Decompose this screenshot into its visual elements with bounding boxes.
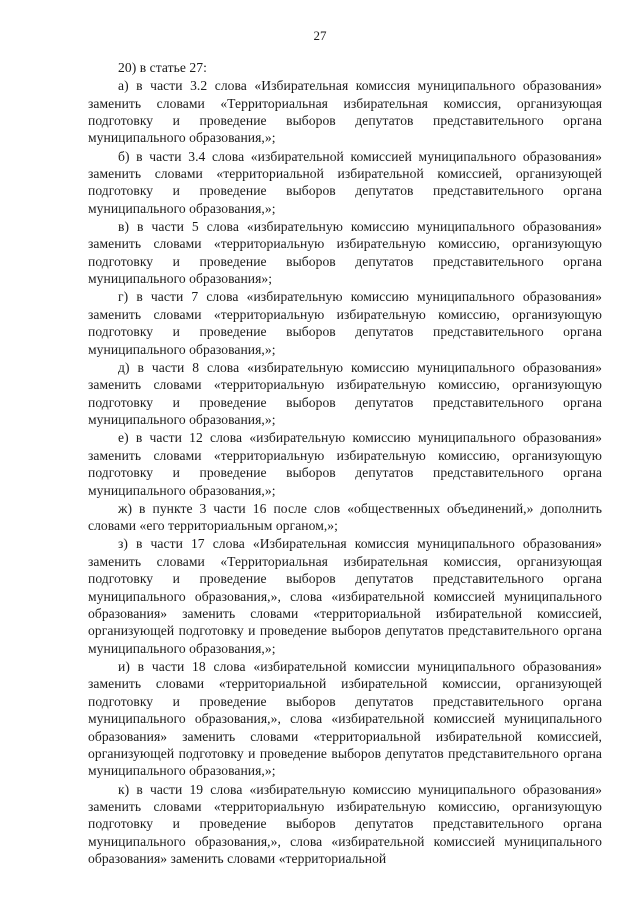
- clause-a: а) в части 3.2 слова «Избирательная комиссия муниципального образования» заменить словами «Территориальная избирательная комиссия, организующая подготовку и проведение выборов депутатов представительного органа муниципального образования,»;: [88, 78, 602, 146]
- clause-e: е) в части 12 слова «избирательную комиссию муниципального образования» заменить словами «территориальную избирательную комиссию, организующую подготовку и проведение выборов депутатов представительного органа муниципального образования,»;: [88, 430, 602, 498]
- clause-k: к) в части 19 слова «избирательную комиссию муниципального образования» заменить словами «территориальную избирательную комиссию, организующую подготовку и проведение выборов депутатов представительного органа муниципального образования,», слова «избирательной комиссией муниципального образования» заменить словами «территориальной: [88, 781, 602, 867]
- clause-d: д) в части 8 слова «избирательную комиссию муниципального образования» заменить словами «территориальную избирательную комиссию, организующую подготовку и проведение выборов депутатов представительного органа муниципального образования,»;: [88, 359, 602, 428]
- clause-z: з) в части 17 слова «Избирательная комиссия муниципального образования» заменить словами «Территориальная избирательная комиссия, организующая подготовку и проведение выборов депутатов представительного органа муниципального образования,», слова «избирательной комиссией муниципального образования» заменить словами «территориальной избирательной комиссией, организующей подготовку и проведение выборов депутатов представительного органа муниципального образования,»;: [88, 536, 602, 656]
- clause-b: б) в части 3.4 слова «избирательной комиссией муниципального образования» заменить словами «территориальной избирательной комиссией, организующей подготовку и проведение выборов депутатов представительного органа муниципального образования,»;: [88, 148, 602, 216]
- clause-g: г) в части 7 слова «избирательную комиссию муниципального образования» заменить словами «территориальную избирательную комиссию, организующую подготовку и проведение выборов депутатов представительного органа муниципального образования,»;: [88, 289, 602, 357]
- clause-i: и) в части 18 слова «избирательной комиссии муниципального образования» заменить словами «территориальной избирательной комиссии, организующей подготовку и проведение выборов депутатов представительного органа муниципального образования,», слова «избирательной комиссией муниципального образования» заменить словами «территориальной избирательной комиссией, организующей подготовку и проведение выборов депутатов представительного органа муниципального образования,»;: [88, 658, 602, 779]
- document-body: [88, 59, 602, 868]
- section-heading: 20) в статье 27:: [118, 60, 207, 75]
- clause-v: в) в части 5 слова «избирательную комиссию муниципального образования» заменить словами «территориальную избирательную комиссию, организующую подготовку и проведение выборов депутатов представительного органа муниципального образования»;: [88, 219, 602, 287]
- clause-zh: ж) в пункте 3 части 16 после слов «общественных объединений,» дополнить словами «его территориальным органом,»;: [88, 500, 602, 534]
- page-number: 27: [313, 28, 327, 43]
